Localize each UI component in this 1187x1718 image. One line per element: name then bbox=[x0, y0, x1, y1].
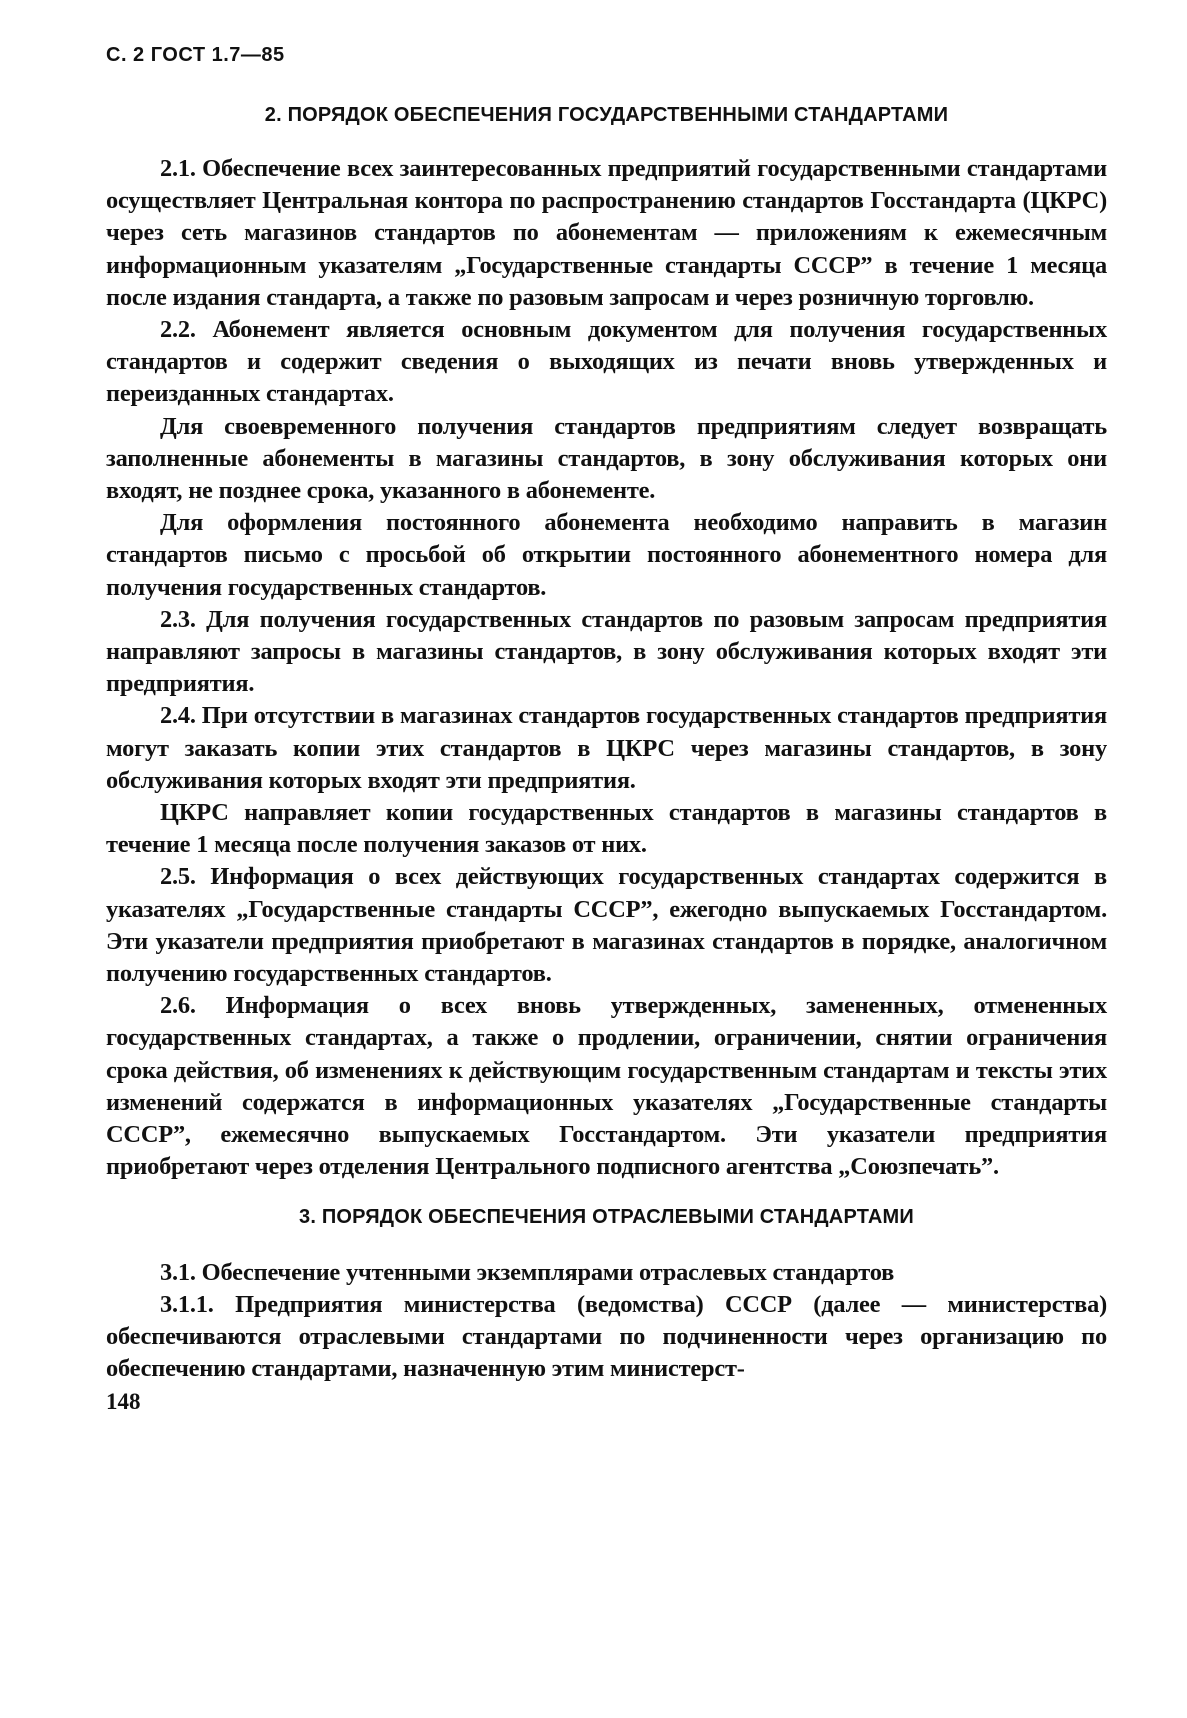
paragraph-2-6: 2.6. Информация о всех вновь утвержденных, замененных, отмененных государственных стандартах, а также о продлении, ограничении, снятии ограничения срока действия, об изменениях к действующим государственным стандартам и тексты этих изменений содержатся в информационных указателях „Государственные стандарты СССР”, ежемесячно выпускаемых Госстандартом. Эти указатели предприятия приобретают через отделения Центрального подписного агентства „Союзпечать”. bbox=[106, 992, 1107, 1181]
paragraph-2-4-ckrs: ЦКРС направляет копии государственных стандартов в магазины стандартов в течение 1 месяца после получения заказов от них. bbox=[106, 799, 1107, 859]
paragraph-2-4: 2.4. При отсутствии в магазинах стандартов государственных стандартов предприятия могут заказать копии этих стандартов в ЦКРС через магазины стандартов, в зону обслуживания которых входят эти предприятия. bbox=[106, 702, 1107, 794]
section-3-body bbox=[106, 1257, 1107, 1386]
running-head: С. 2 ГОСТ 1.7—85 bbox=[106, 44, 285, 66]
page-number: 148 bbox=[106, 1389, 141, 1415]
paragraph-3-1-1: 3.1.1. Предприятия министерства (ведомства) СССР (далее — министерства) обеспечиваются отраслевыми стандартами по подчиненности через организацию по обеспечению стандартами, назначенную этим министерст- bbox=[106, 1290, 1107, 1383]
paragraph-2-3: 2.3. Для получения государственных стандартов по разовым запросам предприятия направляют запросы в магазины стандартов, в зону обслуживания которых входят эти предприятия. bbox=[106, 605, 1107, 698]
paragraph-2-1: 2.1. Обеспечение всех заинтересованных предприятий государственными стандартами осуществляет Центральная контора по распространению стандартов Госстандарта (ЦКРС) через сеть магазинов стандартов по абонементам — приложениям к ежемесячным информационным указателям „Государственные стандарты СССР” в течение 1 месяца после издания стандарта, а также по разовым запросам и через розничную торговлю. bbox=[106, 155, 1107, 311]
paragraph-2-2-timely: Для своевременного получения стандартов предприятиям следует возвращать заполненные абонементы в магазины стандартов, в зону обслуживания которых они входят, не позднее срока, указанного в абонементе. bbox=[106, 412, 1107, 505]
section-3-heading: 3. ПОРЯДОК ОБЕСПЕЧЕНИЯ ОТРАСЛЕВЫМИ СТАНДАРТАМИ bbox=[299, 1205, 914, 1228]
section-2-body bbox=[106, 153, 1107, 1184]
paragraph-2-2-permanent: Для оформления постоянного абонемента необходимо направить в магазин стандартов письмо с просьбой об открытии постоянного абонементного номера для получения государственных стандартов. bbox=[106, 509, 1107, 601]
paragraph-2-2: 2.2. Абонемент является основным документом для получения государственных стандартов и содержит сведения о выходящих из печати вновь утвержденных и переизданных стандартах. bbox=[106, 316, 1107, 408]
paragraph-2-5: 2.5. Информация о всех действующих государственных стандартах содержится в указателях „Государственные стандарты СССР”, ежегодно выпускаемых Госстандартом. Эти указатели предприятия приобретают в магазинах стандартов в порядке, аналогичном получению государственных стандартов. bbox=[106, 863, 1107, 988]
section-2-heading: 2. ПОРЯДОК ОБЕСПЕЧЕНИЯ ГОСУДАРСТВЕННЫМИ СТАНДАРТАМИ bbox=[264, 104, 949, 126]
subheading-3-1: 3.1. Обеспечение учтенными экземплярами отраслевых стандартов bbox=[160, 1258, 895, 1286]
